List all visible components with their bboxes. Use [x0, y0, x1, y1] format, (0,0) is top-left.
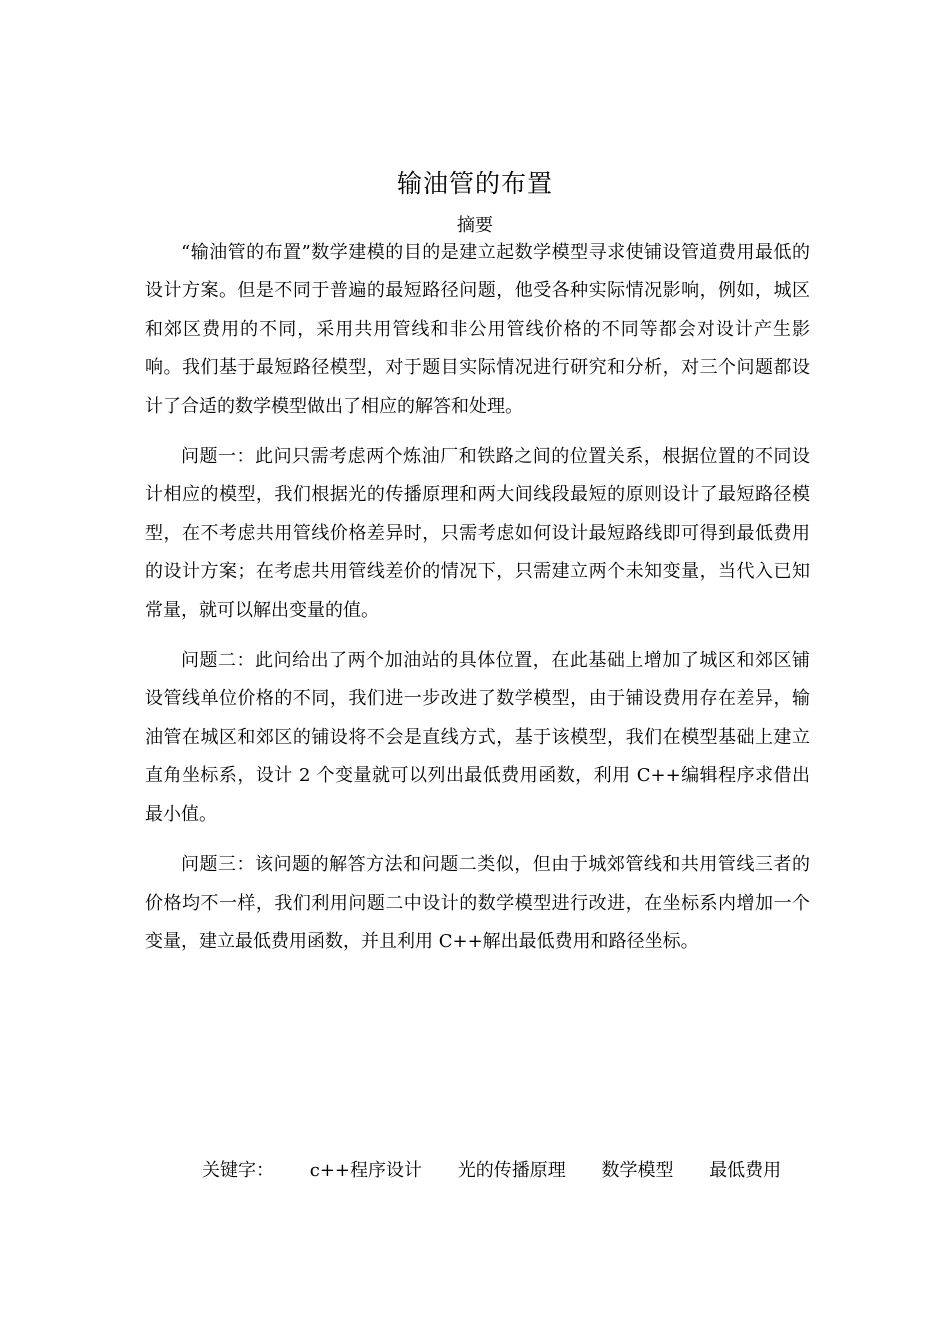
- abstract-paragraph-problem-3: 问题三：该问题的解答方法和问题二类似，但由于城郊管线和共用管线三者的价格均不一样，我们利用问题二中设计的数学模型进行改进，在坐标系内增加一个变量，建立最低费用函数，并且利用 C++解出最低费用和路径坐标。: [145, 854, 810, 952]
- keyword-item: c++程序设计: [309, 1160, 422, 1181]
- abstract-heading: 摘要: [457, 215, 493, 236]
- keywords-line: [202, 1156, 811, 1186]
- keyword-item: 数学模型: [601, 1160, 674, 1181]
- keywords-label: 关键字：: [202, 1160, 274, 1181]
- abstract-paragraph-intro: “输油管的布置”数学建模的目的是建立起数学模型寻求使铺设管道费用最低的设计方案。但是不同于普遍的最短路径问题，他受各种实际情况影响，例如，城区和郊区费用的不同，采用共用管线和非公用管线价格的不同等都会对设计产生影响。我们基于最短路径模型，对于题目实际情况进行研究和分析，对三个问题都设计了合适的数学模型做出了相应的解答和处理。: [145, 242, 810, 417]
- keyword-item: 光的传播原理: [457, 1160, 566, 1181]
- document-title: 输油管的布置: [396, 169, 553, 198]
- keyword-item: 最低费用: [709, 1160, 782, 1181]
- abstract-paragraph-problem-1: 问题一：此问只需考虑两个炼油厂和铁路之间的位置关系，根据位置的不同设计相应的模型，我们根据光的传播原理和两大间线段最短的原则设计了最短路径模型，在不考虑共用管线价格差异时，只需考虑如何设计最短路线即可得到最低费用的设计方案；在考虑共用管线差价的情况下，只需建立两个未知变量，当代入已知常量，就可以解出变量的值。: [145, 446, 810, 621]
- abstract-paragraph-problem-2: 问题二：此问给出了两个加油站的具体位置，在此基础上增加了城区和郊区铺设管线单位价格的不同，我们进一步改进了数学模型，由于铺设费用存在差异，输油管在城区和郊区的铺设将不会是直线方式，基于该模型，我们在模型基础上建立直角坐标系，设计 2 个变量就可以列出最低费用函数，利用 C++编辑程序求借出最小值。: [145, 650, 810, 825]
- abstract-body: [145, 234, 810, 961]
